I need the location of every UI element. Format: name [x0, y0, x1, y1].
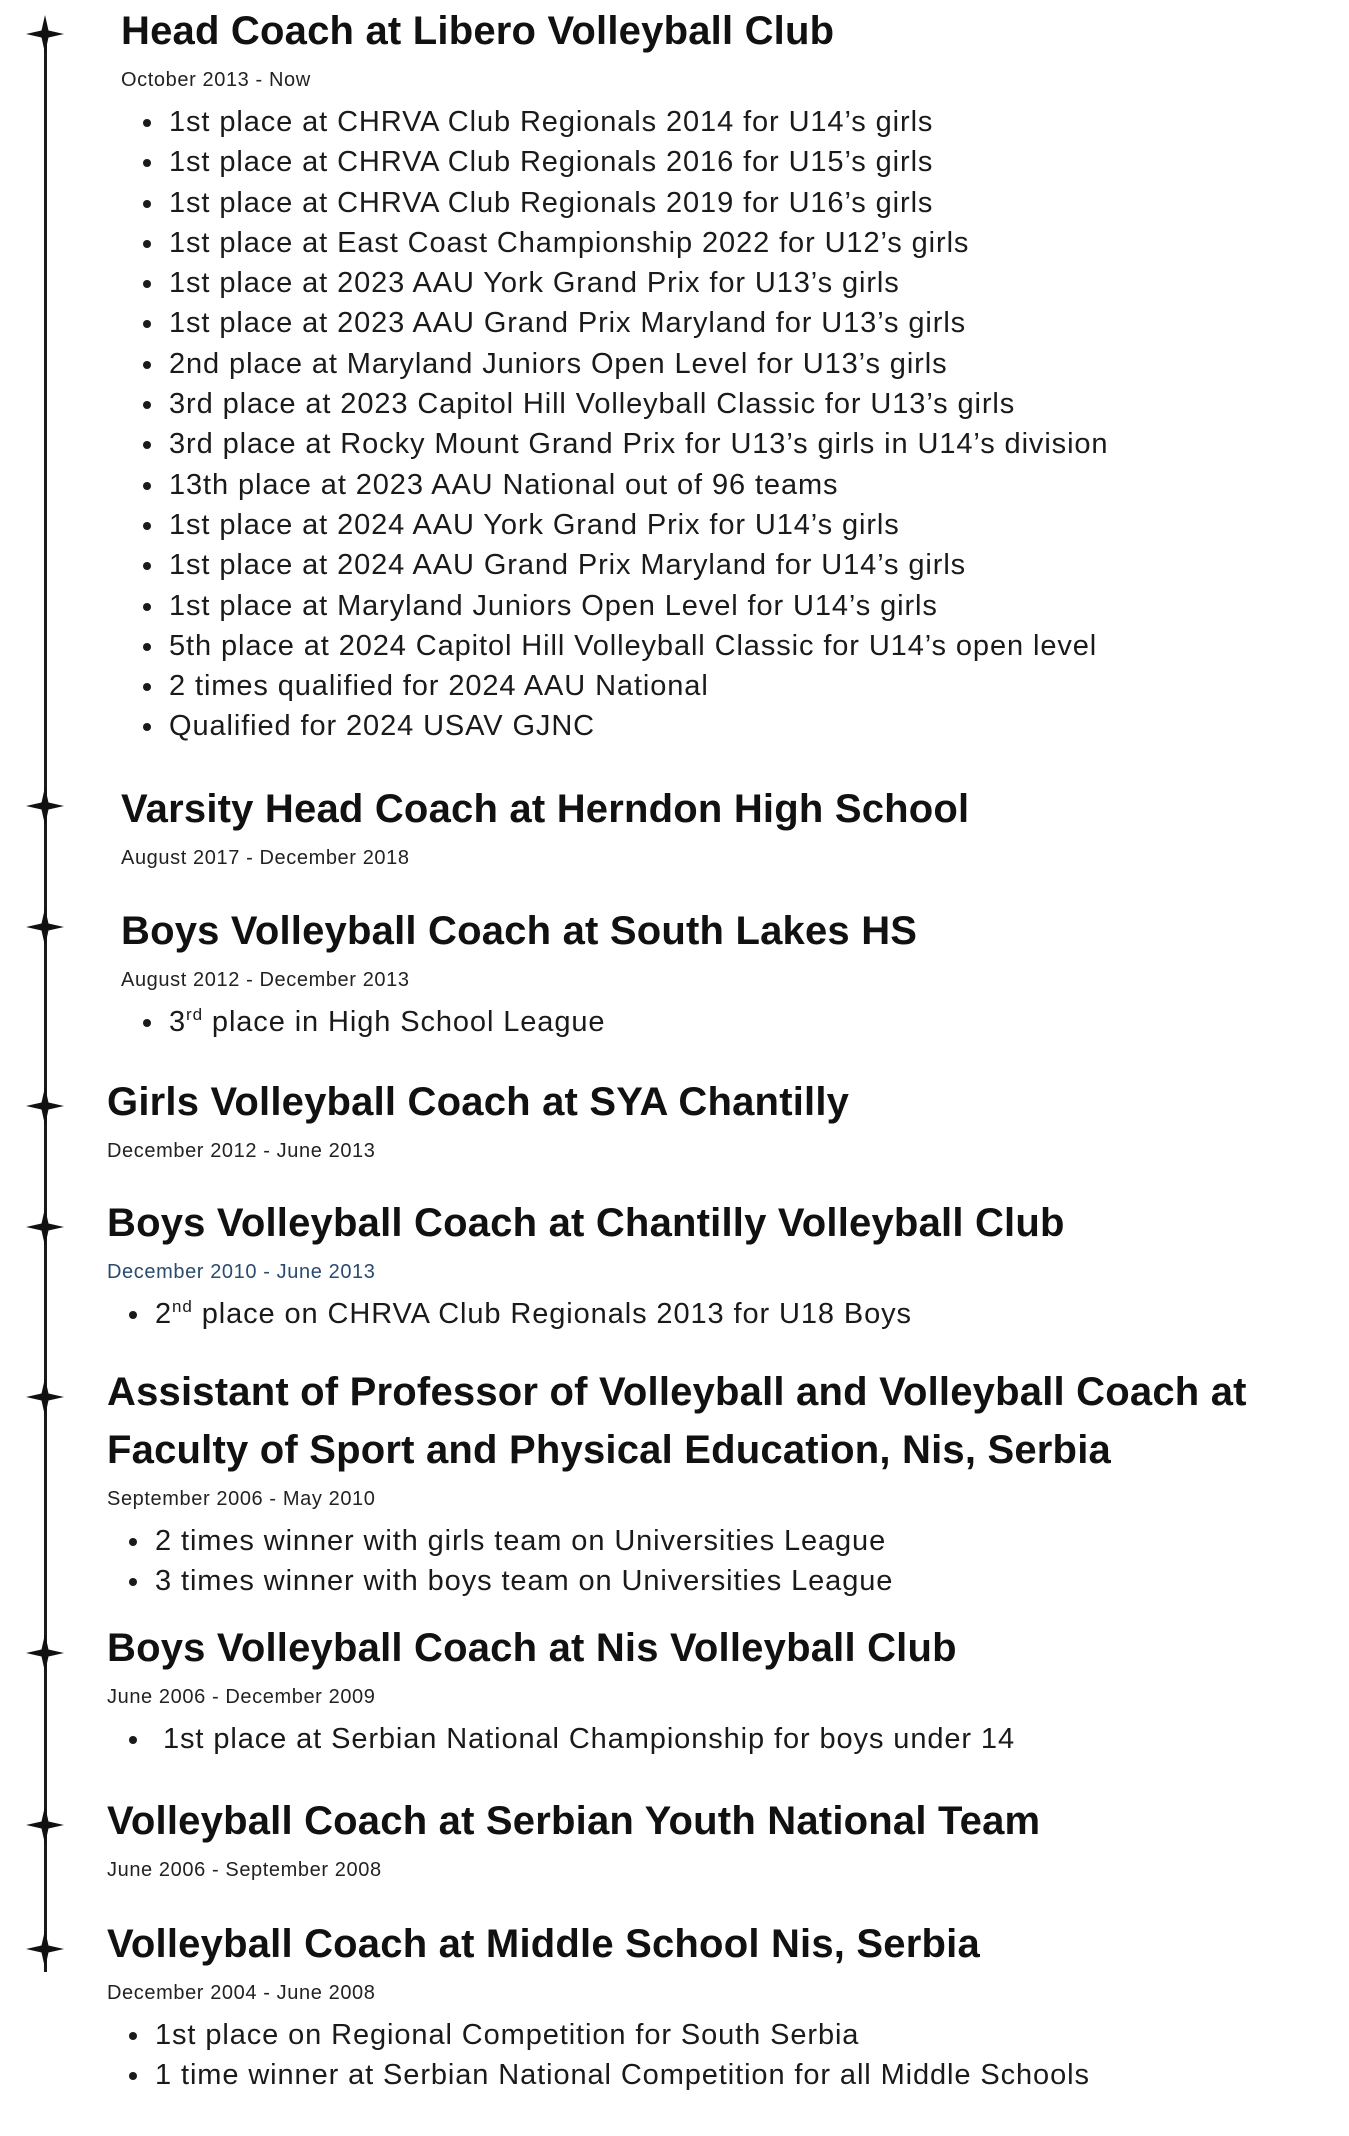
bullet	[143, 603, 151, 611]
date-range: October 2013 - Now	[121, 69, 311, 91]
achievement-list	[107, 1294, 1329, 1334]
timeline-marker-3	[25, 907, 65, 947]
bullet	[129, 2032, 137, 2040]
list-item: 1st place on Regional Competition for South Serbia	[107, 2015, 1329, 2055]
list-item: 2nd place at Maryland Juniors Open Level for U13’s girls	[121, 344, 1329, 384]
date-range: December 2012 - June 2013	[107, 1140, 376, 1162]
list-item: Qualified for 2024 USAV GJNC	[121, 706, 1329, 746]
list-item: 3rd place in High School League	[121, 1002, 1329, 1042]
list-item: 2 times winner with girls team on Universities League	[107, 1521, 1329, 1561]
four-point-star-icon	[25, 1633, 65, 1673]
timeline-entry	[107, 1792, 1329, 1892]
list-item: 2 times qualified for 2024 AAU National	[121, 666, 1329, 706]
timeline-marker-4	[25, 1086, 65, 1126]
timeline-entry	[107, 1619, 1329, 1759]
list-item: 1st place at CHRVA Club Regionals 2014 for U14’s girls	[121, 102, 1329, 142]
date-range: June 2006 - September 2008	[107, 1859, 382, 1881]
four-point-star-icon	[25, 1929, 65, 1969]
timeline-line	[44, 26, 47, 1972]
timeline-marker-5	[25, 1207, 65, 1247]
list-item: 1st place at 2023 AAU York Grand Prix for U13’s girls	[121, 263, 1329, 303]
position-title: Varsity Head Coach at Herndon High School	[121, 787, 970, 831]
position-title: Boys Volleyball Coach at Chantilly Volleyball Club	[107, 1201, 1065, 1245]
timeline-entry	[107, 1194, 1329, 1334]
four-point-star-icon	[25, 1086, 65, 1126]
timeline-marker-9	[25, 1929, 65, 1969]
bullet	[143, 643, 151, 651]
achievement-list	[107, 1719, 1329, 1759]
list-item: 1st place at 2023 AAU Grand Prix Maryland for U13’s girls	[121, 303, 1329, 343]
timeline-entry	[107, 1915, 1329, 2096]
bullet	[129, 2072, 137, 2080]
list-item: 3 times winner with boys team on Universities League	[107, 1561, 1329, 1601]
list-item: 1st place at East Coast Championship 2022 for U12’s girls	[121, 223, 1329, 263]
bullet	[143, 1019, 151, 1027]
bullet	[143, 240, 151, 248]
bullet	[143, 522, 151, 530]
date-range: December 2004 - June 2008	[107, 1982, 376, 2004]
position-title-line-2: Faculty of Sport and Physical Education, Nis, Serbia	[107, 1428, 1111, 1472]
four-point-star-icon	[25, 1377, 65, 1417]
four-point-star-icon	[25, 1207, 65, 1247]
timeline-marker-2	[25, 786, 65, 826]
bullet	[143, 361, 151, 369]
bullet	[143, 482, 151, 490]
four-point-star-icon	[25, 786, 65, 826]
timeline-marker-8	[25, 1805, 65, 1845]
date-range: December 2010 - June 2013	[107, 1261, 376, 1283]
list-item: 1st place at CHRVA Club Regionals 2016 for U15’s girls	[121, 142, 1329, 182]
position-title: Head Coach at Libero Volleyball Club	[121, 9, 835, 53]
bullet	[143, 320, 151, 328]
bullet	[129, 1538, 137, 1546]
bullet	[129, 1736, 137, 1744]
bullet	[143, 441, 151, 449]
timeline-entry	[121, 780, 1329, 880]
achievement-list	[121, 1002, 1329, 1042]
timeline-entry	[121, 902, 1329, 1042]
list-item: 13th place at 2023 AAU National out of 96 teams	[121, 465, 1329, 505]
bullet	[143, 723, 151, 731]
bullet	[143, 280, 151, 288]
achievement-list	[107, 2015, 1329, 2096]
timeline-marker-7	[25, 1633, 65, 1673]
four-point-star-icon	[25, 907, 65, 947]
position-title: Volleyball Coach at Serbian Youth National Team	[107, 1799, 1041, 1843]
list-item: 1st place at Maryland Juniors Open Level for U14’s girls	[121, 586, 1329, 626]
timeline-entry	[107, 1363, 1329, 1602]
achievement-list	[121, 102, 1329, 747]
date-range: September 2006 - May 2010	[107, 1488, 376, 1510]
date-range: August 2012 - December 2013	[121, 969, 410, 991]
bullet	[129, 1578, 137, 1586]
timeline-entry	[107, 1073, 1329, 1173]
list-item: 1st place at CHRVA Club Regionals 2019 for U16’s girls	[121, 183, 1329, 223]
timeline-marker-6	[25, 1377, 65, 1417]
timeline-marker-1	[25, 14, 65, 54]
position-title-line-1: Assistant of Professor of Volleyball and Volleyball Coach at	[107, 1370, 1247, 1414]
bullet	[129, 1311, 137, 1319]
timeline-entry	[121, 2, 1329, 747]
list-item: 3rd place at 2023 Capitol Hill Volleyball Classic for U13’s girls	[121, 384, 1329, 424]
bullet	[143, 200, 151, 208]
date-range: June 2006 - December 2009	[107, 1686, 376, 1708]
bullet	[143, 401, 151, 409]
date-range: August 2017 - December 2018	[121, 847, 410, 869]
list-item: 1st place at 2024 AAU York Grand Prix for U14’s girls	[121, 505, 1329, 545]
list-item: 2nd place on CHRVA Club Regionals 2013 for U18 Boys	[107, 1294, 1329, 1334]
list-item: 1st place at Serbian National Championship for boys under 14	[107, 1719, 1329, 1759]
bullet	[143, 159, 151, 167]
list-item: 5th place at 2024 Capitol Hill Volleyball Classic for U14’s open level	[121, 626, 1329, 666]
four-point-star-icon	[25, 1805, 65, 1845]
list-item: 1 time winner at Serbian National Competition for all Middle Schools	[107, 2055, 1329, 2095]
four-point-star-icon	[25, 14, 65, 54]
bullet	[143, 683, 151, 691]
list-item: 3rd place at Rocky Mount Grand Prix for U13’s girls in U14’s division	[121, 424, 1329, 464]
position-title: Girls Volleyball Coach at SYA Chantilly	[107, 1080, 850, 1124]
position-title: Boys Volleyball Coach at South Lakes HS	[121, 909, 918, 953]
bullet	[143, 562, 151, 570]
bullet	[143, 119, 151, 127]
position-title: Volleyball Coach at Middle School Nis, Serbia	[107, 1922, 980, 1966]
achievement-list	[107, 1521, 1329, 1602]
position-title: Boys Volleyball Coach at Nis Volleyball Club	[107, 1626, 957, 1670]
list-item: 1st place at 2024 AAU Grand Prix Maryland for U14’s girls	[121, 545, 1329, 585]
